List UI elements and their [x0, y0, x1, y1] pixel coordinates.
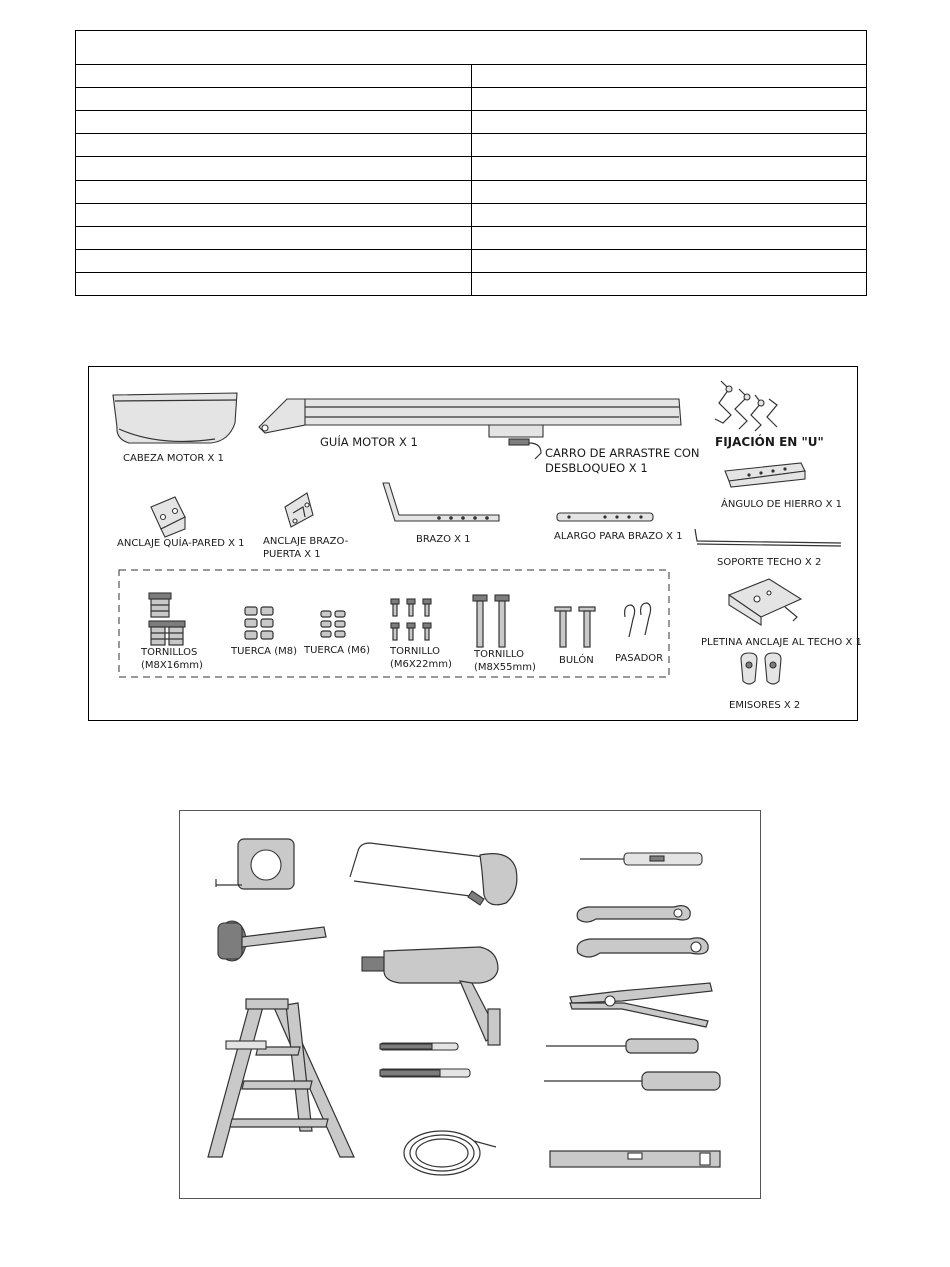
- label-anclaje-brazo-line1: ANCLAJE BRAZO-: [263, 536, 349, 547]
- label-anclaje-brazo-line2: PUERTA X 1: [263, 549, 321, 560]
- table-cell: [472, 227, 866, 249]
- emitters-drawing: [741, 653, 781, 684]
- angle-iron-drawing: [725, 463, 805, 487]
- hacksaw-icon: [350, 843, 517, 905]
- table-row: [76, 88, 866, 111]
- table-cell: [76, 204, 472, 226]
- table-row: [76, 111, 866, 134]
- spirit-level-icon: [550, 1151, 720, 1167]
- label-fijacion: FIJACIÓN EN "U": [715, 435, 824, 449]
- table-cell: [472, 250, 866, 272]
- wall-bracket-drawing: [151, 497, 185, 537]
- table-cell: [472, 273, 866, 295]
- label-tuerca-m6: TUERCA (M6): [304, 645, 370, 656]
- table-row: [76, 204, 866, 227]
- u-fixing-drawing: [715, 381, 777, 431]
- table-cell: [472, 88, 866, 110]
- table-row: [76, 65, 866, 88]
- nuts-m8-drawing: [245, 607, 273, 639]
- table-cell: [76, 65, 472, 87]
- table-cell: [76, 88, 472, 110]
- label-anclaje-guia: ANCLAJE QUÍA-PARED X 1: [117, 538, 245, 549]
- parts-diagram: [88, 366, 862, 721]
- table-cell: [76, 250, 472, 272]
- label-carro-line2: DESBLOQUEO X 1: [545, 461, 648, 475]
- table-row: [76, 250, 866, 273]
- table-cell: [472, 65, 866, 87]
- mallet-icon: [218, 921, 326, 961]
- table-cell: [472, 181, 866, 203]
- table-cell: [76, 134, 472, 156]
- table-row: [76, 227, 866, 250]
- drill-bits-icon: [380, 1043, 470, 1077]
- spec-table: [75, 30, 867, 296]
- label-pletina: PLETINA ANCLAJE AL TECHO X 1: [701, 637, 862, 648]
- cable-coil-icon: [404, 1131, 496, 1175]
- label-tornillos-line1: TORNILLOS: [141, 647, 198, 658]
- table-row: [76, 157, 866, 181]
- table-cell: [472, 134, 866, 156]
- table-cell: [472, 157, 866, 180]
- screws-m6x22-drawing: [391, 599, 431, 640]
- label-tornillos-line2: (M8X16mm): [141, 660, 203, 671]
- label-tornillo-m6-line1: TORNILLO: [390, 646, 441, 657]
- motor-head-drawing: [113, 393, 237, 443]
- screwdriver-tester-icon: [580, 853, 702, 865]
- table-cell: [76, 273, 472, 295]
- bulon-drawing: [555, 607, 595, 647]
- ceiling-support-drawing: [695, 529, 841, 546]
- pliers-icon: [570, 983, 712, 1027]
- table-row: [76, 134, 866, 157]
- table-row: [76, 181, 866, 204]
- label-bulon: BULÓN: [559, 655, 594, 666]
- label-pasador: PASADOR: [615, 653, 664, 664]
- label-tornillo-m8-line2: (M8X55mm): [474, 662, 536, 673]
- tools-drawings: [180, 811, 760, 1198]
- table-cell: [472, 111, 866, 133]
- table-cell: [76, 181, 472, 203]
- label-tuerca-m8: TUERCA (M8): [231, 646, 297, 657]
- arm-extension-drawing: [557, 513, 653, 521]
- label-guia-motor: GUÍA MOTOR X 1: [320, 435, 418, 449]
- screws-m8x55-drawing: [473, 595, 509, 647]
- label-angulo-hierro: ÁNGULO DE HIERRO X 1: [721, 499, 842, 510]
- label-carro-line1: CARRO DE ARRASTRE CON: [545, 446, 700, 460]
- drill-icon: [362, 947, 500, 1045]
- table-cell: [76, 157, 472, 180]
- label-alargo-brazo: ALARGO PARA BRAZO X 1: [554, 531, 683, 542]
- table-cell: [76, 227, 472, 249]
- ceiling-plate-drawing: [729, 579, 801, 625]
- table-cell: [76, 111, 472, 133]
- label-soporte-techo: SOPORTE TECHO X 2: [717, 557, 822, 568]
- flat-screwdriver-icon: [546, 1039, 698, 1053]
- wrench-large-icon: [577, 938, 708, 957]
- phillips-screwdriver-icon: [544, 1072, 720, 1090]
- pasador-drawing: [625, 603, 651, 637]
- label-emisores: EMISORES X 2: [729, 700, 801, 711]
- table-row: [76, 273, 866, 295]
- label-brazo: BRAZO X 1: [416, 534, 471, 545]
- arm-drawing: [383, 483, 499, 521]
- tools-illustration: [179, 810, 761, 1199]
- label-tornillo-m8-line1: TORNILLO: [474, 649, 525, 660]
- label-tornillo-m6-line2: (M6X22mm): [390, 659, 452, 670]
- nuts-m6-drawing: [321, 611, 345, 637]
- tape-measure-icon: [216, 839, 294, 889]
- bolts-m8x16-drawing: [149, 593, 185, 645]
- step-ladder-icon: [208, 999, 354, 1157]
- door-bracket-drawing: [285, 493, 313, 527]
- table-cell: [472, 204, 866, 226]
- label-cabeza-motor: CABEZA MOTOR X 1: [123, 453, 224, 464]
- spec-table-header: [76, 31, 866, 65]
- wrench-small-icon: [577, 906, 690, 922]
